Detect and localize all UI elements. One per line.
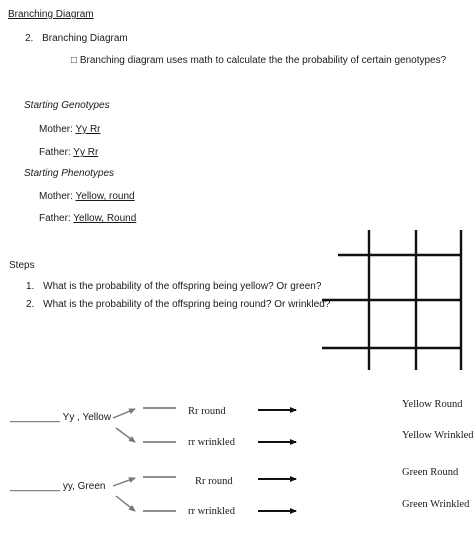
outcome-yellow-wrinkled: Yellow Wrinkled [402, 430, 474, 441]
checkbox-icon: □ [71, 55, 78, 66]
yellow-branch-label [10, 412, 111, 423]
mother-genotype-value: Yy Rr [75, 124, 101, 135]
branch-arrow-yellow-wrinkled [116, 428, 135, 442]
step-item-2 [26, 299, 330, 310]
green-genotype: yy, Green [62, 481, 106, 492]
section-number: 2. [25, 33, 34, 44]
yellow-genotype: Yy , Yellow [62, 412, 112, 423]
note-text: Branching diagram uses math to calculate the the probability of certain genotypes? [79, 55, 447, 66]
rr-round-label-2: Rr round [195, 476, 233, 487]
outcome-yellow-round: Yellow Round [402, 399, 463, 410]
father-genotype [39, 147, 98, 158]
yellow-blank: _________ [10, 412, 61, 423]
document-title: Branching Diagram [8, 9, 94, 20]
section-title: Branching Diagram [42, 33, 128, 44]
branch-arrow-yellow-round [113, 409, 135, 418]
step-number: 1. [26, 281, 35, 292]
step-item-1 [26, 281, 321, 292]
rr-round-label-1: Rr round [188, 406, 226, 417]
punnett-square-grid [318, 230, 470, 382]
branch-arrow-green-wrinkled [116, 496, 135, 511]
father-phenotype-label: Father: [39, 213, 74, 224]
genotypes-heading: Starting Genotypes [24, 100, 110, 111]
step-text: What is the probability of the offspring being yellow? Or green? [43, 281, 322, 292]
father-genotype-value: Yy Rr [73, 147, 99, 158]
outcome-green-wrinkled: Green Wrinkled [402, 499, 470, 510]
branch-arrow-green-round [113, 478, 135, 486]
mother-phenotype [39, 191, 135, 202]
phenotypes-heading: Starting Phenotypes [24, 168, 115, 179]
father-genotype-label: Father: [39, 147, 74, 158]
green-branch-label [10, 481, 105, 492]
mother-phenotype-value: Yellow, round [75, 191, 135, 202]
green-blank: _________ [10, 481, 61, 492]
steps-heading: Steps [9, 260, 35, 271]
father-phenotype-value: Yellow, Round [73, 213, 137, 224]
rr-wrinkled-label-1: rr wrinkled [188, 437, 235, 448]
father-phenotype [39, 213, 136, 224]
note-line [71, 55, 446, 66]
outcome-green-round: Green Round [402, 467, 459, 478]
mother-genotype-label: Mother: [39, 124, 76, 135]
mother-phenotype-label: Mother: [39, 191, 76, 202]
rr-wrinkled-label-2: rr wrinkled [188, 506, 235, 517]
section-heading [25, 33, 128, 44]
step-text: What is the probability of the offspring being round? Or wrinkled? [43, 299, 331, 310]
step-number: 2. [26, 299, 35, 310]
mother-genotype [39, 124, 101, 135]
